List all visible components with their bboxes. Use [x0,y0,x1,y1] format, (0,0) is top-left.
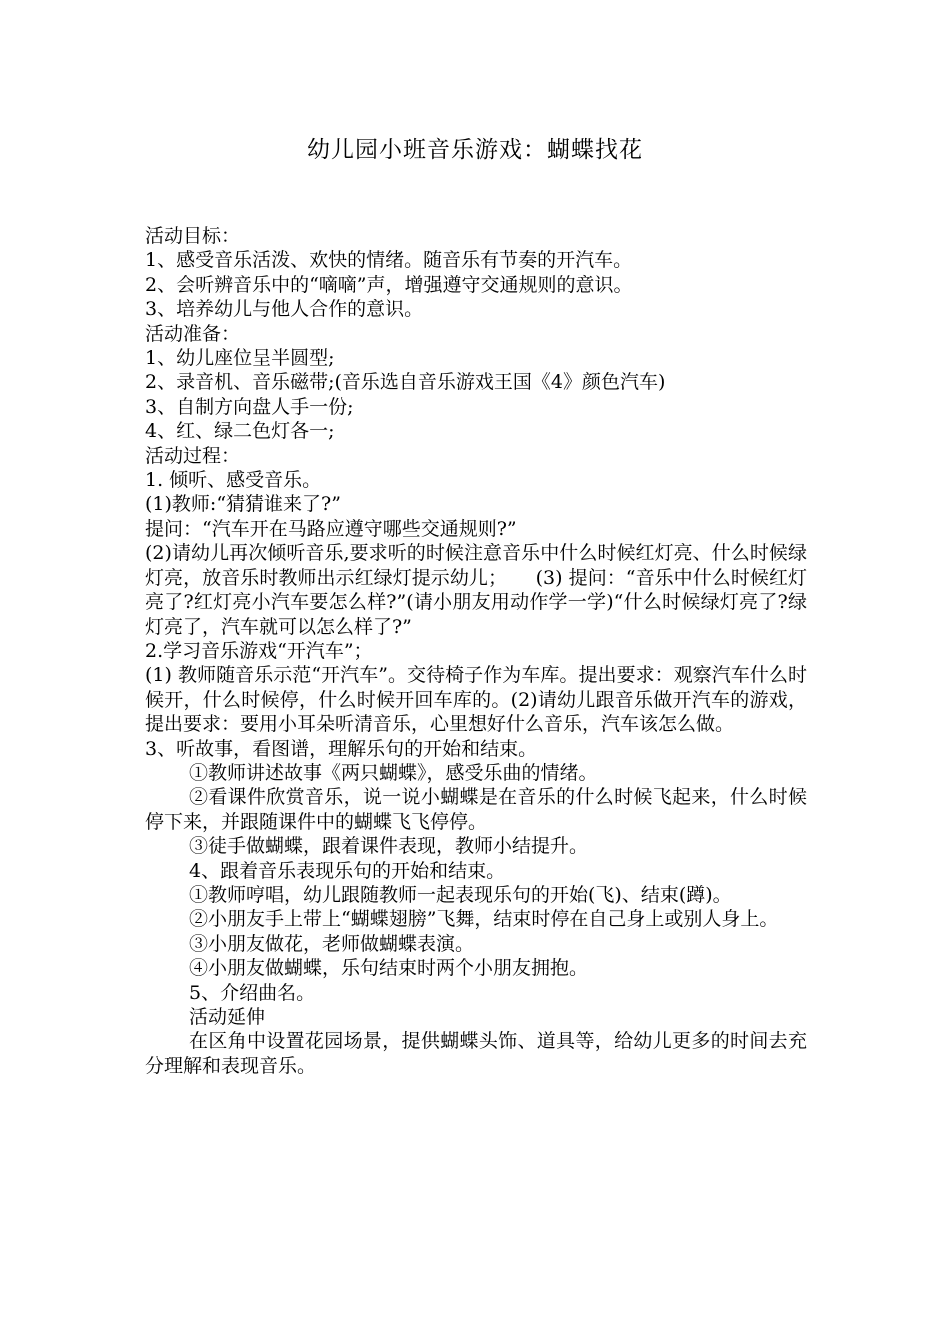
preparation-item: 1、幼儿座位呈半圆型; [145,347,335,370]
process-paragraph: 提问：“汽车开在马路应遵守哪些交通规则?” [145,517,517,540]
process-step: 5、介绍曲名。 [189,981,316,1004]
extension-paragraph: 在区角中设置花园场景，提供蝴蝶头饰、道具等，给幼儿更多的时间去充分理解和表现音乐。 [145,1030,807,1077]
process-paragraph: ②小朋友手上带上“蝴蝶翅膀”飞舞，结束时停在自己身上或别人身上。 [189,908,779,931]
process-paragraph: ③小朋友做花，老师做蝴蝶表演。 [189,932,475,955]
process-step: 2.学习音乐游戏“开汽车”； [145,639,373,662]
process-paragraph: ②看课件欣赏音乐，说一说小蝴蝶是在音乐的什么时候飞起来，什么时候停下来，并跟随课件中的蝴蝶飞飞停停。 [145,786,807,833]
preparation-item: 2、录音机、音乐磁带;(音乐选自音乐游戏王国《4》颜色汽车) [145,371,666,394]
section-heading-goals: 活动目标： [145,225,241,247]
process-paragraph: ③徒手做蝴蝶，跟着课件表现，教师小结提升。 [189,835,589,858]
process-step: 3、听故事，看图谱，理解乐句的开始和结束。 [145,737,538,760]
process-step: 4、跟着音乐表现乐句的开始和结束。 [189,859,506,882]
document-body [145,224,807,1078]
process-paragraph: (2)请幼儿再次倾听音乐,要求听的时候注意音乐中什么时候红灯亮、什么时候绿灯亮，放音乐时教师出示红绿灯提示幼儿； (3) 提问：“音乐中什么时候红灯亮了?红灯亮小汽车要怎么样?”(请小朋友用动作学一学)“什么时候绿灯亮了?绿灯亮了，汽车就可以怎么样了?” [145,542,807,638]
section-heading-extension: 活动延伸 [189,1006,266,1028]
goal-item: 1、感受音乐活泼、欢快的情绪。随音乐有节奏的开汽车。 [145,249,633,272]
section-heading-process: 活动过程： [145,444,241,467]
process-paragraph: ④小朋友做蝴蝶，乐句结束时两个小朋友拥抱。 [189,957,589,980]
process-step: 1. 倾听、感受音乐。 [145,469,322,492]
document-title: 幼儿园小班音乐游戏：蝴蝶找花 [307,137,643,163]
goal-item: 2、会听辨音乐中的“嘀嘀”声，增强遵守交通规则的意识。 [145,273,633,296]
section-heading-preparation: 活动准备： [145,322,241,345]
preparation-item: 4、红、绿二色灯各一; [145,420,335,443]
process-paragraph: ①教师讲述故事《两只蝴蝶》，感受乐曲的情绪。 [189,761,598,784]
process-paragraph: (1)教师:“猜猜谁来了?” [145,493,341,516]
preparation-item: 3、自制方向盘人手一份; [145,395,354,418]
goal-item: 3、培养幼儿与他人合作的意识。 [145,298,424,321]
process-paragraph: ①教师哼唱，幼儿跟随教师一起表现乐句的开始(飞)、结束(蹲)。 [189,883,732,906]
process-paragraph: (1) 教师随音乐示范“开汽车”。交待椅子作为车库。提出要求：观察汽车什么时候开，什么时候停，什么时候开回车库的。(2)请幼儿跟音乐做开汽车的游戏，提出要求：要用小耳朵听清音乐，心里想好什么音乐，汽车该怎么做。 [145,664,807,736]
